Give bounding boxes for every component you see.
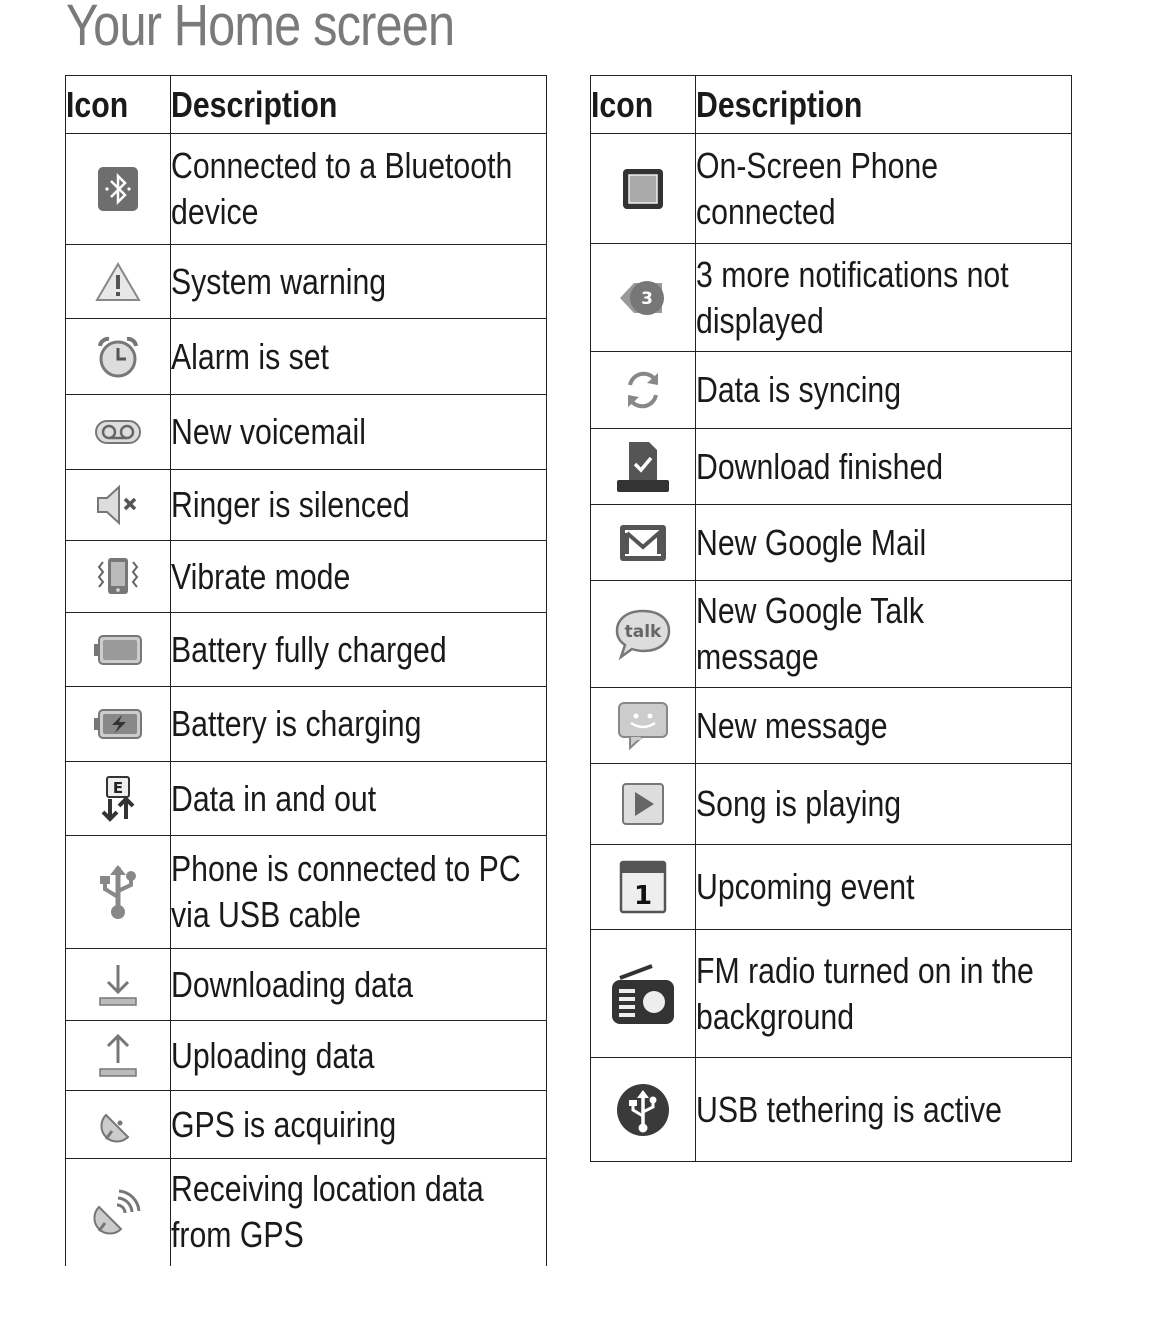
onscreen-phone-icon	[621, 167, 665, 211]
svg-text:E: E	[112, 778, 124, 797]
icon-cell	[66, 1021, 171, 1091]
icon-column-header: Icon	[66, 76, 171, 134]
description-cell	[171, 245, 547, 319]
download-finished-icon	[615, 438, 671, 496]
table-row	[66, 1159, 547, 1266]
play-icon	[621, 782, 665, 826]
icon-cell	[66, 949, 171, 1021]
icon-cell	[66, 245, 171, 319]
table-row	[66, 687, 547, 762]
vibrate-icon	[93, 554, 143, 600]
table-row	[66, 541, 547, 613]
table-row	[591, 1058, 1072, 1162]
description-cell	[171, 687, 547, 762]
description-cell	[696, 845, 1072, 930]
gps-receiving-icon	[93, 1187, 143, 1237]
icon-cell	[66, 762, 171, 836]
icon-cell	[591, 581, 696, 688]
description-cell	[171, 319, 547, 395]
description-cell	[696, 352, 1072, 429]
icon-cell	[66, 836, 171, 949]
fm-radio-icon	[610, 962, 676, 1026]
svg-text:talk: talk	[624, 622, 662, 642]
icon-cell	[66, 134, 171, 245]
table-row	[66, 762, 547, 836]
table-header-row	[66, 76, 547, 134]
table-row	[66, 949, 547, 1021]
sync-icon	[620, 367, 666, 413]
description-text: Ringer is silenced	[171, 484, 410, 525]
table-row	[66, 613, 547, 687]
description-cell	[696, 429, 1072, 505]
description-text: GPS is acquiring	[171, 1103, 397, 1145]
description-text: Battery fully charged	[171, 628, 447, 670]
icon-cell	[591, 1058, 696, 1162]
table-row	[591, 352, 1072, 429]
description-column-header: Description	[696, 76, 1072, 134]
icon-cell	[66, 470, 171, 541]
svg-text:3: 3	[641, 288, 653, 309]
table-row	[66, 319, 547, 395]
table-row	[591, 134, 1072, 244]
icon-cell	[66, 319, 171, 395]
table-header-row	[591, 76, 1072, 134]
table-row	[66, 395, 547, 470]
warning-icon	[94, 260, 142, 304]
description-cell	[171, 762, 547, 836]
description-cell	[696, 688, 1072, 764]
table-row	[591, 429, 1072, 505]
description-text: Upcoming event	[696, 866, 915, 907]
description-text: New Google Talk message	[696, 590, 925, 677]
description-cell	[696, 134, 1072, 244]
message-icon	[616, 700, 670, 752]
alarm-icon	[95, 334, 141, 380]
description-cell	[171, 836, 547, 949]
page-title: Your Home screen	[66, 0, 455, 58]
download-icon	[96, 961, 140, 1009]
more-notifications-icon	[616, 271, 670, 325]
description-cell	[696, 930, 1072, 1058]
icon-table-right	[590, 75, 1072, 1162]
icon-cell	[591, 505, 696, 581]
battery-charging-icon	[92, 707, 144, 741]
description-cell	[171, 541, 547, 613]
usb-tethering-icon	[615, 1082, 671, 1138]
description-cell	[696, 1058, 1072, 1162]
table-row	[66, 470, 547, 541]
bluetooth-icon	[96, 165, 140, 213]
description-text: On-Screen Phone connected	[696, 144, 939, 232]
description-cell	[696, 505, 1072, 581]
data-in-out-icon	[98, 775, 138, 823]
table-row	[591, 764, 1072, 845]
icon-cell	[591, 352, 696, 429]
table-row	[591, 845, 1072, 930]
description-cell	[171, 1091, 547, 1159]
description-text: Uploading data	[171, 1034, 375, 1076]
description-text: New message	[696, 704, 888, 746]
table-row	[66, 134, 547, 245]
icon-cell	[591, 930, 696, 1058]
talk-icon	[613, 607, 673, 661]
description-cell	[696, 764, 1072, 845]
calendar-icon	[619, 860, 667, 914]
description-text: Download finished	[696, 445, 944, 487]
icon-cell	[591, 134, 696, 244]
description-text: System warning	[171, 260, 387, 302]
description-cell	[171, 1159, 547, 1266]
description-text: Phone is connected to PC via USB cable	[171, 848, 521, 935]
icon-cell	[66, 395, 171, 470]
description-text: New voicemail	[171, 411, 366, 452]
icon-cell	[591, 429, 696, 505]
description-text: Receiving location data from GPS	[171, 1168, 484, 1256]
icon-cell	[591, 845, 696, 930]
table-row	[66, 836, 547, 949]
icon-cell	[66, 541, 171, 613]
gps-acquiring-icon	[98, 1105, 138, 1145]
icon-cell	[66, 613, 171, 687]
description-text: 3 more notifications not displayed	[696, 253, 1009, 341]
description-cell	[696, 581, 1072, 688]
table-row	[66, 1091, 547, 1159]
description-cell	[171, 470, 547, 541]
description-text: Data is syncing	[696, 369, 902, 410]
ringer-silenced-icon	[94, 482, 142, 528]
description-cell	[171, 134, 547, 245]
description-text: New Google Mail	[696, 521, 927, 563]
svg-text:1: 1	[633, 881, 653, 911]
table-row	[66, 245, 547, 319]
gmail-icon	[618, 523, 668, 563]
table-row	[591, 581, 1072, 688]
icon-cell	[66, 1159, 171, 1266]
description-text: Song is playing	[696, 783, 902, 824]
upload-icon	[96, 1032, 140, 1080]
description-cell	[171, 395, 547, 470]
description-text: Battery is charging	[171, 703, 422, 744]
description-text: Connected to a Bluetooth device	[171, 145, 513, 232]
table-row	[66, 1021, 547, 1091]
icon-cell	[591, 764, 696, 845]
description-cell	[696, 244, 1072, 352]
description-text: Data in and out	[171, 777, 377, 819]
icon-cell	[591, 688, 696, 764]
table-row	[591, 505, 1072, 581]
description-cell	[171, 949, 547, 1021]
icon-column-header: Icon	[591, 76, 696, 134]
table-row	[591, 930, 1072, 1058]
icon-cell	[66, 1091, 171, 1159]
table-row	[591, 244, 1072, 352]
description-text: FM radio turned on in the background	[696, 949, 1034, 1037]
icon-cell	[591, 244, 696, 352]
description-text: Vibrate mode	[171, 555, 351, 597]
description-column-header: Description	[171, 76, 547, 134]
table-row	[591, 688, 1072, 764]
description-cell	[171, 1021, 547, 1091]
icon-table-left	[65, 75, 547, 1266]
description-text: USB tethering is active	[696, 1088, 1002, 1130]
description-text: Alarm is set	[171, 335, 329, 377]
usb-icon	[96, 863, 140, 921]
voicemail-icon	[94, 417, 142, 447]
icon-cell	[66, 687, 171, 762]
description-cell	[171, 613, 547, 687]
description-text: Downloading data	[171, 963, 414, 1005]
battery-full-icon	[92, 633, 144, 667]
